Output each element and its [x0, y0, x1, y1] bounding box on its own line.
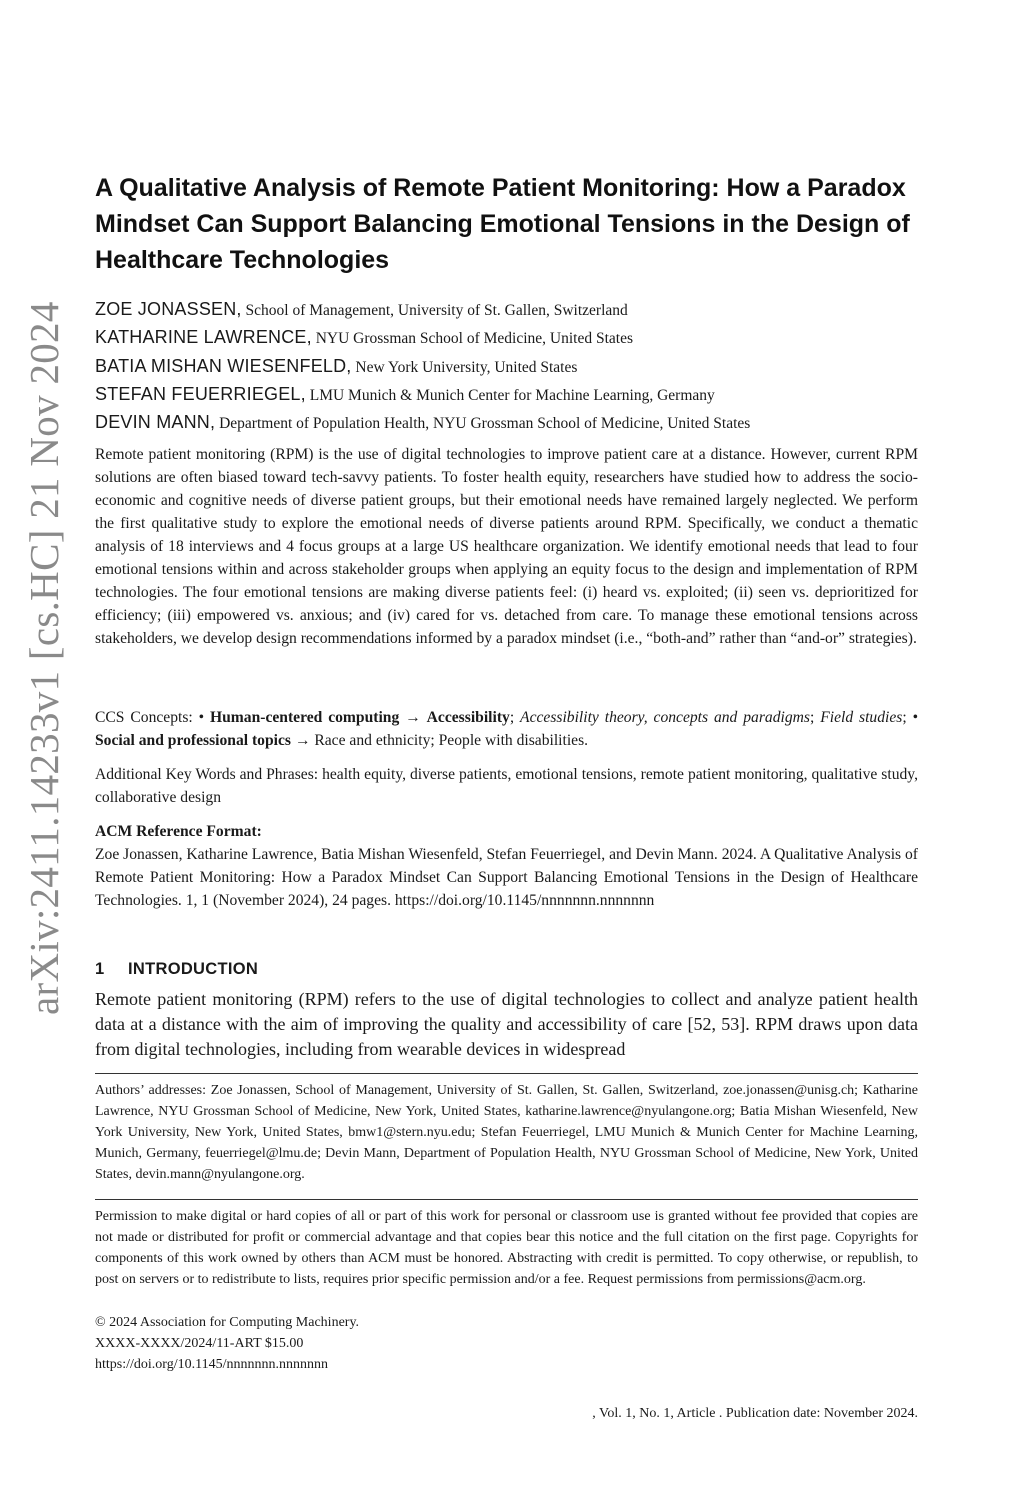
author-affiliation: LMU Munich & Munich Center for Machine Learning, Germany: [305, 386, 715, 404]
authors-addresses: Authors’ addresses: Zoe Jonassen, School of Management, University of St. Gallen, St. Gallen, Switzerland, zoe.jonassen@unisg.ch; Katharine Lawrence, NYU Grossman School of Medicine, New York, United States, katharine.lawrence@nyulangone.org; Batia Mishan Wiesenfeld, New York University, New York, United States, bmw1@stern.nyu.edu; Stefan Feuerriegel, LMU Munich & Munich Center for Machine Learning, Munich, Germany, feuerriegel@lmu.de; Devin Mann, Department of Population Health, NYU Grossman School of Medicine, New York, United States, devin.mann@nyulangone.org.: [95, 1083, 918, 1182]
introduction-paragraph: Remote patient monitoring (RPM) refers to the use of digital technologies to collect and analyze patient health data at a distance with the aim of improving the quality and accessibility of care [52, 53]. RPM draws upon data from digital technologies, including from wearable devices in widespread: [95, 989, 918, 1059]
doi-line: https://doi.org/10.1145/nnnnnnn.nnnnnnn: [95, 1357, 328, 1372]
author-entry: [95, 353, 918, 381]
copyright-line: © 2024 Association for Computing Machinery.: [95, 1315, 360, 1330]
footnote-divider: [95, 1199, 918, 1200]
section-heading: [95, 957, 918, 981]
ccs-separator: ; •: [902, 709, 919, 726]
arrow-icon: →: [399, 709, 427, 726]
ccs-concepts: [95, 706, 918, 752]
section-number: 1: [95, 960, 105, 978]
paper-title: A Qualitative Analysis of Remote Patient Monitoring: How a Paradox Mindset Can Support Balancing Emotional Tensions in the Design of Healthcare Technologies: [95, 174, 910, 274]
acm-reference-heading: ACM Reference Format:: [95, 823, 262, 840]
copyright-block: [95, 1312, 918, 1375]
footnote-divider: [95, 1073, 918, 1074]
arrow-icon: →: [290, 732, 315, 749]
keywords: Additional Key Words and Phrases: health equity, diverse patients, emotional tensions, remote patient monitoring, qualitative study, collaborative design: [95, 766, 918, 806]
author-affiliation: School of Management, University of St. Gallen, Switzerland: [241, 302, 628, 319]
permission-notice: Permission to make digital or hard copies of all or part of this work for personal or classroom use is granted without fee provided that copies are not made or distributed for profit or commercial advantage and that copies bear this notice and the full citation on the first page. Copyrights for components of this work owned by others than ACM must be honored. Abstracting with credit is permitted. To copy otherwise, or republish, to post on servers or to redistribute to lists, requires prior specific permission and/or a fee. Request permissions from permissions@acm.org.: [95, 1209, 918, 1287]
arxiv-identifier-stamp: arXiv:2411.14233v1 [cs.HC] 21 Nov 2024: [21, 301, 67, 1015]
ccs-concept-main: Human-centered computing: [210, 709, 400, 726]
author-name: KATHARINE LAWRENCE,: [95, 327, 312, 348]
ccs-concept-main: Social and professional topics: [95, 732, 291, 749]
author-entry: [95, 409, 918, 437]
abstract: Remote patient monitoring (RPM) is the use of digital technologies to improve patient care at a distance. However, current RPM solutions are often biased toward tech-savvy patients. To foster health equity, researchers have studied how to address the socio-economic and cognitive needs of diverse patient groups, but their emotional needs have remained largely neglected. We perform the first qualitative study to explore the emotional needs of diverse patients around RPM. Specifically, we conduct a thematic analysis of 18 interviews and 4 focus groups at a large US healthcare organization. We identify emotional needs that lead to four emotional tensions within and across stakeholder groups when applying an equity focus to the design and implementation of RPM technologies. The four emotional tensions are making diverse patients feel: (i) heard vs. exploited; (ii) seen vs. deprioritized for efficiency; (iii) empowered vs. anxious; and (iv) cared for vs. detached from care. To manage these emotional tensions across stakeholders, we develop design recommendations informed by a paradox mindset (i.e., “both-and” rather than “and-or” strategies).: [95, 446, 918, 647]
acm-reference-format: [95, 820, 918, 912]
author-affiliation: Department of Population Health, NYU Grossman School of Medicine, United States: [215, 415, 751, 433]
ccs-concept-theory: Accessibility theory, concepts and paradigms: [520, 709, 810, 726]
author-affiliation: New York University, United States: [351, 358, 578, 376]
author-name: STEFAN FEUERRIEGEL,: [95, 383, 306, 404]
ccs-concept-tail: Race and ethnicity; People with disabilities.: [314, 732, 589, 749]
ccs-label: CCS Concepts: •: [95, 709, 210, 726]
author-affiliation: NYU Grossman School of Medicine, United States: [311, 330, 633, 348]
ccs-separator: ;: [509, 709, 521, 726]
author-name: ZOE JONASSEN,: [95, 299, 242, 319]
ccs-concept-field: Field studies: [820, 709, 903, 726]
author-entry: [95, 296, 918, 324]
author-name: DEVIN MANN,: [95, 412, 216, 433]
section-title: INTRODUCTION: [128, 960, 259, 978]
author-entry: [95, 381, 918, 409]
author-list: [95, 296, 918, 437]
author-name: BATIA MISHAN WIESENFELD,: [95, 355, 352, 376]
ccs-separator: ;: [809, 709, 821, 726]
publication-footer: , Vol. 1, No. 1, Article . Publication date: November 2024.: [592, 1406, 918, 1421]
isbn-price-line: XXXX-XXXX/2024/11-ART $15.00: [95, 1336, 304, 1351]
acm-reference-text: Zoe Jonassen, Katharine Lawrence, Batia Mishan Wiesenfeld, Stefan Feuerriegel, and Devin Mann. 2024. A Qualitative Analysis of Remote Patient Monitoring: How a Paradox Mindset Can Support Balancing Emotional Tensions in the Design of Healthcare Technologies. 1, 1 (November 2024), 24 pages. https://doi.org/10.1145/nnnnnnn.nnnnnnn: [95, 846, 918, 909]
ccs-concept-sub: Accessibility: [426, 709, 510, 726]
author-entry: [95, 324, 918, 352]
